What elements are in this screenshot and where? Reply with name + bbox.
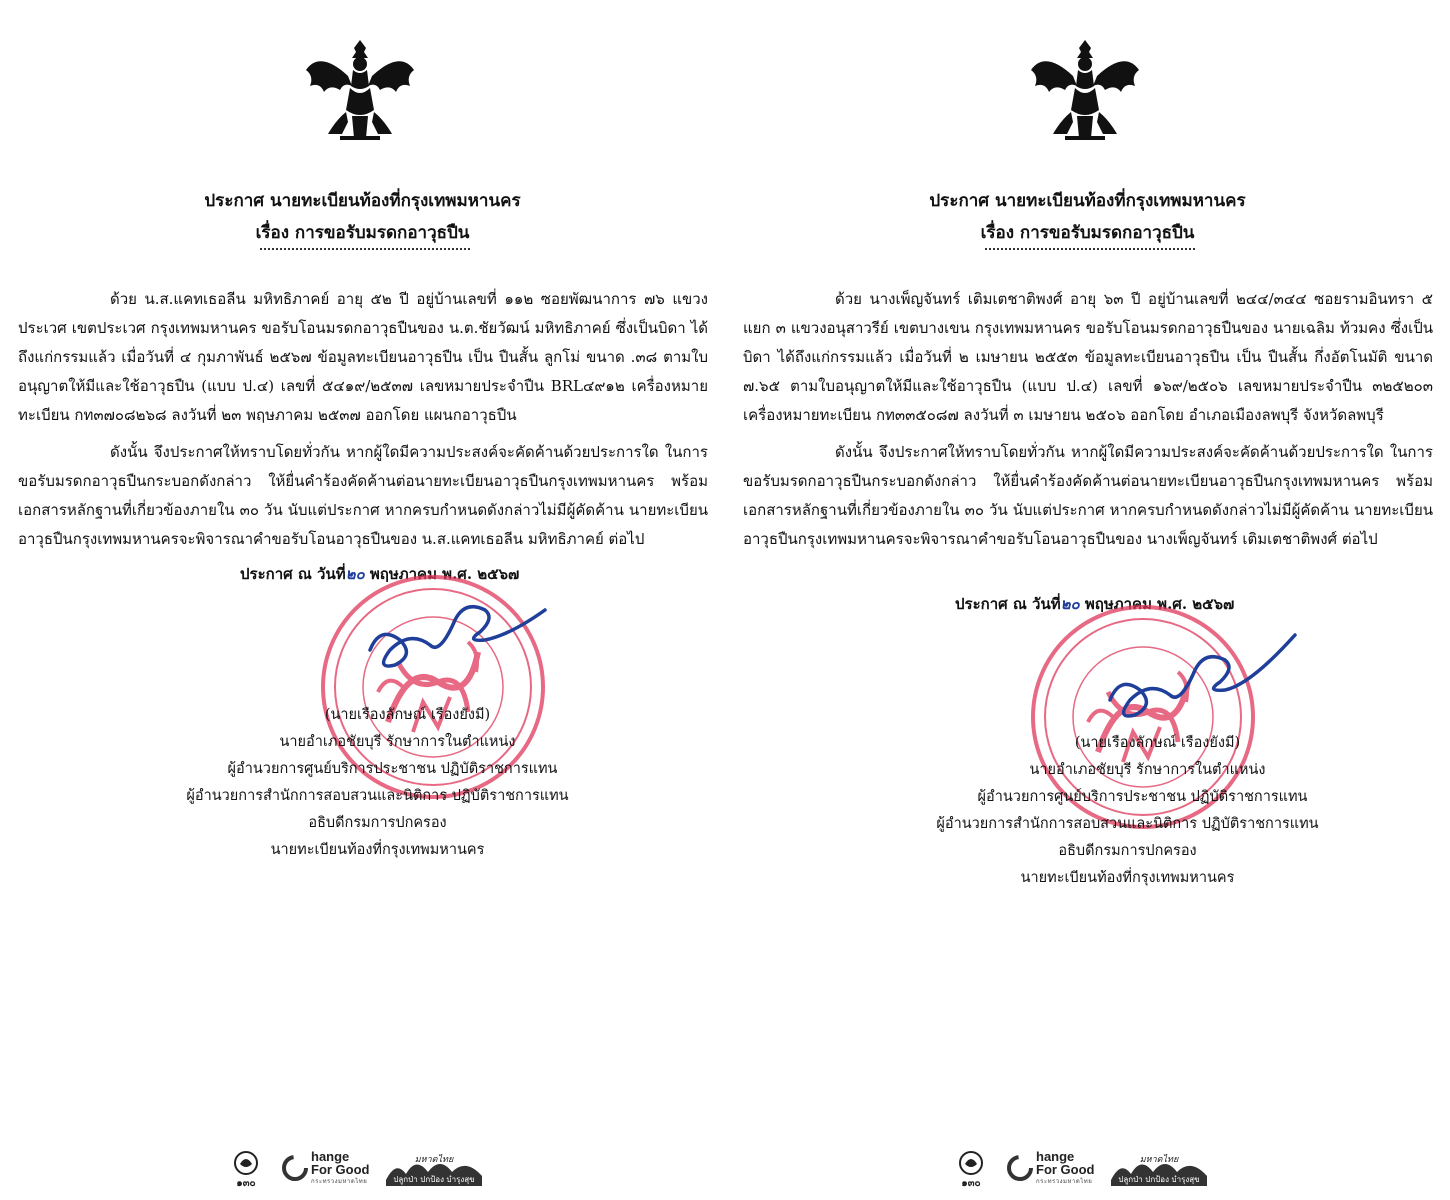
date-prefix: ประกาศ ณ วันที่ xyxy=(240,565,346,583)
signer-title-1: นายอำเภอชัยบุรี รักษาการในตำแหน่ง xyxy=(279,734,516,750)
signer-title-3: ผู้อำนวยการสำนักการสอบสวนและนิติการ ปฏิบัติราชการแทน xyxy=(186,788,569,804)
footer-logos xyxy=(225,1148,484,1188)
forest-line-1: มหาดไทย xyxy=(414,1155,453,1165)
signer-title-2: ผู้อำนวยการศูนย์บริการประชาชน ปฏิบัติราชการแทน xyxy=(977,789,1308,805)
date-suffix: พฤษภาคม พ.ศ. ๒๕๖๗ xyxy=(369,565,520,583)
change-line-1: hange xyxy=(1036,1149,1075,1164)
garuda-emblem-icon xyxy=(300,30,420,150)
garuda-emblem-icon xyxy=(1025,30,1145,150)
anniversary-130-logo-icon xyxy=(950,1148,992,1188)
forest-line-2: ปลูกป่า ปกป้อง บำรุงสุข xyxy=(1117,1175,1200,1184)
title-line-2: เรื่อง การขอรับมรดกอาวุธปืน xyxy=(255,223,470,243)
signer-name: (นายเรืองลักษณ์ เรืองยังมี) xyxy=(1074,735,1241,751)
change-line-2: For Good xyxy=(1036,1162,1095,1177)
signature-block xyxy=(0,702,725,864)
forest-campaign-logo-icon xyxy=(384,1150,484,1186)
change-for-good-logo xyxy=(1006,1150,1095,1186)
change-for-good-logo xyxy=(281,1150,370,1186)
announcement-document-2 xyxy=(725,0,1450,1200)
forest-campaign-logo-icon xyxy=(1109,1150,1209,1186)
change-ring-icon xyxy=(1006,1154,1034,1182)
change-ring-icon xyxy=(281,1154,309,1182)
signer-title-1: นายอำเภอชัยบุรี รักษาการในตำแหน่ง xyxy=(1029,762,1266,778)
signer-title-3: ผู้อำนวยการสำนักการสอบสวนและนิติการ ปฏิบัติราชการแทน xyxy=(936,816,1319,832)
date-day: ๒๐ xyxy=(1060,595,1080,613)
announcement-title xyxy=(0,185,725,249)
anniversary-130-logo-icon xyxy=(225,1148,267,1188)
body-paragraph-1: ด้วย นางเพ็ญจันทร์ เติมเตชาติพงศ์ อายุ ๖๓ ปี อยู่บ้านเลขที่ ๒๔๔/๓๔๔ ซอยรามอินทรา ๕ แยก ๓ แขวงอนุสาวรีย์ เขตบางเขน กรุงเทพมหานคร ขอรับโอนมรดกอาวุธปืนของ นายเฉลิม ท้วมคง ซึ่งเป็น บิดา ได้ถึงแก่กรรมแล้ว เมื่อวันที่ ๒ เมษายน ๒๕๕๓ ข้อมูลทะเบียนอาวุธปืน เป็น ปืนสั้น กึ่งอัตโนมัติ ขนาด ๗.๖๕ ตามใบอนุญาตให้มีและใช้อาวุธปืน (แบบ ป.๔) เลขที่ ๑๖๙/๒๕๐๖ เลขหมายประจำปืน ๓๒๕๒๐๓ เครื่องหมายทะเบียน กท๓๓๕๐๘๗ ลงวันที่ ๓ เมษายน ๒๕๐๖ ออกโดย อำเภอเมืองลพบุรี จังหวัดลพบุรี xyxy=(743,290,1433,424)
title-line-2: เรื่อง การขอรับมรดกอาวุธปืน xyxy=(980,223,1195,243)
body-paragraph-2: ดังนั้น จึงประกาศให้ทราบโดยทั่วกัน หากผู้ใดมีความประสงค์จะคัดค้านด้วยประการใด ในการขอรับมรดกอาวุธปืนกระบอกดังกล่าว ให้ยื่นคำร้องคัดค้านต่อนายทะเบียนอาวุธปืนกรุงเทพมหานคร พร้อมเอกสารหลักฐานที่เกี่ยวข้องภายใน ๓๐ วัน นับแต่ประกาศ หากครบกำหนดดังกล่าวไม่มีผู้คัดค้าน นายทะเบียนอาวุธปืนกรุงเทพมหานครจะพิจารณาคำขอรับโอนอาวุธปืนของ นางเพ็ญจันทร์ เติมเตชาติพงศ์ ต่อไป xyxy=(743,443,1433,548)
logo-130-text: ๑๓๐ xyxy=(961,1178,981,1188)
date-prefix: ประกาศ ณ วันที่ xyxy=(955,595,1061,613)
signer-title-4: อธิบดีกรมการปกครอง xyxy=(308,815,447,831)
forest-line-1: มหาดไทย xyxy=(1139,1155,1178,1165)
signer-title-4: อธิบดีกรมการปกครอง xyxy=(1058,843,1197,859)
dotted-separator xyxy=(260,248,470,250)
date-day: ๒๐ xyxy=(345,565,365,583)
dotted-separator xyxy=(985,248,1195,250)
signature-block xyxy=(725,730,1450,892)
date-suffix: พฤษภาคม พ.ศ. ๒๕๖๗ xyxy=(1084,595,1235,613)
logo-130-text: ๑๓๐ xyxy=(236,1178,256,1188)
change-line-1: hange xyxy=(311,1149,350,1164)
change-subtitle: กระทรวงมหาดไทย xyxy=(1036,1179,1093,1185)
title-line-1: ประกาศ นายทะเบียนท้องที่กรุงเทพมหานคร xyxy=(204,191,521,211)
change-subtitle: กระทรวงมหาดไทย xyxy=(311,1179,368,1185)
forest-line-2: ปลูกป่า ปกป้อง บำรุงสุข xyxy=(392,1175,475,1184)
body-paragraph-2: ดังนั้น จึงประกาศให้ทราบโดยทั่วกัน หากผู้ใดมีความประสงค์จะคัดค้านด้วยประการใด ในการขอรับมรดกอาวุธปืนกระบอกดังกล่าว ให้ยื่นคำร้องคัดค้านต่อนายทะเบียนอาวุธปืนกรุงเทพมหานคร พร้อมเอกสารหลักฐานที่เกี่ยวข้องภายใน ๓๐ วัน นับแต่ประกาศ หากครบกำหนดดังกล่าวไม่มีผู้คัดค้าน นายทะเบียนอาวุธปืนกรุงเทพมหานครจะพิจารณาคำขอรับโอนอาวุธปืนของ น.ส.แคทเธอลีน มหิทธิภาคย์ ต่อไป xyxy=(18,443,708,548)
title-line-1: ประกาศ นายทะเบียนท้องที่กรุงเทพมหานคร xyxy=(929,191,1246,211)
signer-title-2: ผู้อำนวยการศูนย์บริการประชาชน ปฏิบัติราชการแทน xyxy=(227,761,558,777)
signer-title-5: นายทะเบียนท้องที่กรุงเทพมหานคร xyxy=(1020,870,1235,886)
change-line-2: For Good xyxy=(311,1162,370,1177)
signature-mark xyxy=(1100,625,1330,735)
signer-title-5: นายทะเบียนท้องที่กรุงเทพมหานคร xyxy=(270,842,485,858)
body-paragraph-1: ด้วย น.ส.แคทเธอลีน มหิทธิภาคย์ อายุ ๕๒ ปี อยู่บ้านเลขที่ ๑๑๒ ซอยพัฒนาการ ๗๖ แขวงประเวศ เขตประเวศ กรุงเทพมหานคร ขอรับโอนมรดกอาวุธปืนของ น.ต.ชัยวัฒน์ มหิทธิภาคย์ ซึ่งเป็นบิดา ได้ถึงแก่กรรมแล้ว เมื่อวันที่ ๔ กุมภาพันธ์ ๒๕๖๗ ข้อมูลทะเบียนอาวุธปืน เป็น ปืนสั้น ลูกโม่ ขนาด .๓๘ ตามใบอนุญาตให้มีและใช้อาวุธปืน (แบบ ป.๔) เลขที่ ๕๔๑๙/๒๕๓๗ เลขหมายประจำปืน BRL๔๙๑๒ เครื่องหมายทะเบียน กท๓๗๐๘๒๖๘ ลงวันที่ ๒๓ พฤษภาคม ๒๕๓๗ ออกโดย แผนกอาวุธปืน xyxy=(18,290,708,424)
signature-mark xyxy=(360,580,590,690)
footer-logos xyxy=(950,1148,1209,1188)
announcement-body xyxy=(743,285,1433,562)
announcement-body xyxy=(18,285,708,562)
signer-name: (นายเรืองลักษณ์ เรืองยังมี) xyxy=(324,707,491,723)
announcement-title xyxy=(725,185,1450,249)
